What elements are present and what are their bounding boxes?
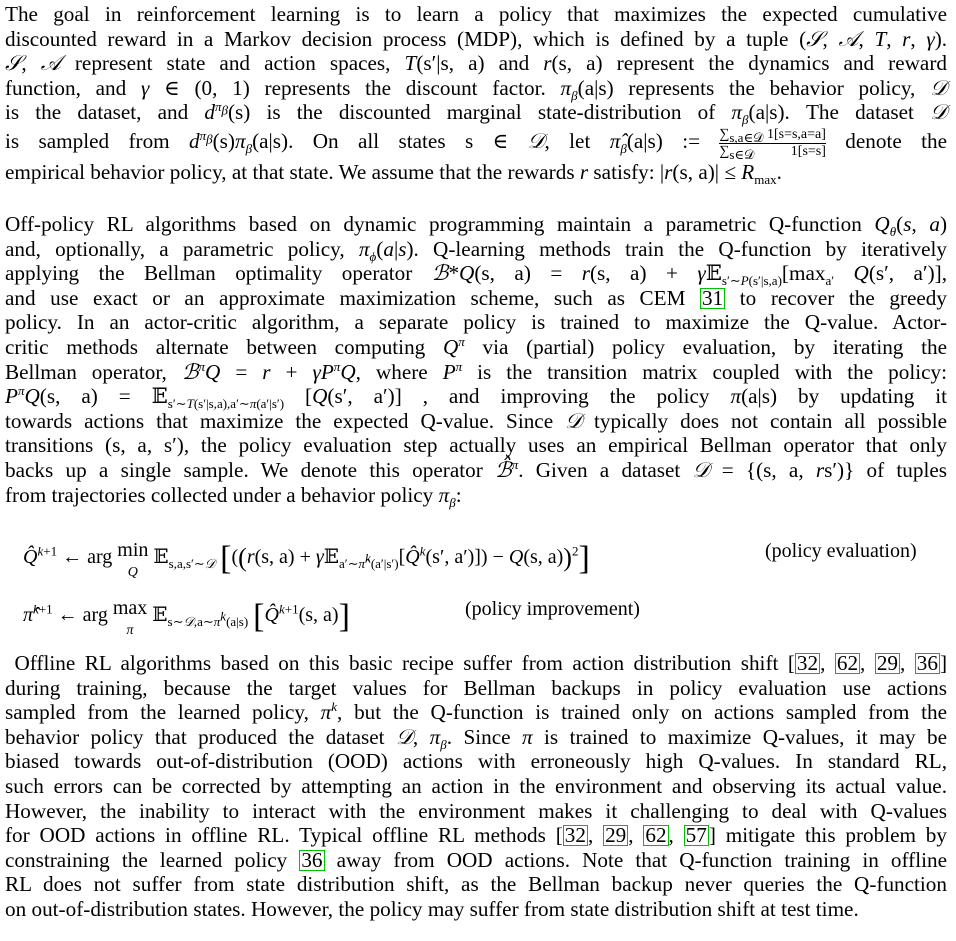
citation-link[interactable]: 57 xyxy=(685,823,707,848)
text-line: discounted reward in a Markov decision process (MDP), which is defined by a tuple (𝒮, 𝒜, T, r, γ). xyxy=(5,26,948,51)
text-line: towards actions that maximize the expected Q-value. Since 𝒟 typically does not contain all possible xyxy=(5,408,947,433)
citation-link[interactable]: 36 xyxy=(916,651,938,675)
text-line: is sampled from $d^{\pi_\beta}(s)\pi_\beta(a|s)$. On all states s ∈ 𝒟, let $\pî_\beta(a|s)$ := $\sum_{s,a\in 𝒟}$ 1[s=s,a=a] $\sum_{s\in 𝒟}$ 1[s=s] denote the xyxy=(5,126,947,162)
paragraph-off-policy-rl xyxy=(5,212,948,510)
text-line: behavior policy that produced the dataset 𝒟, $\pi_\beta$. Since π is trained to maximize Q-values, it may be xyxy=(5,724,948,753)
text-line: Bellman operator, ℬ$^\pi$Q = $r + \gamma P^\pi Q$, where $P^\pi$ is the transition matrix coupled with the policy: xyxy=(5,358,948,384)
text-line: such errors can be corrected by attempting an action in the environment and observing its actual value. xyxy=(5,773,947,798)
text-line: policy. In an actor-critic algorithm, a separate policy is trained to maximize the Q-value. Actor- xyxy=(5,310,947,335)
text-line: on out-of-distribution states. However, the policy may suffer from state distribution shift at test time. xyxy=(5,896,859,921)
text-line: empirical behavior policy, at that state. We assume that the rewards r satisfy: |r(s, $a)| \le R_{max}$. xyxy=(5,159,782,187)
equation-policy-improvement xyxy=(23,597,640,641)
text-line: $P^\pi Q(s$, a) = 𝔼$_{s'\sim T(s'|s,a),a'\sim\pi(a'|s')}$ [Q(s′, a′)] , and improving the policy π(a|s) by updating it xyxy=(5,383,948,412)
text-line: is the dataset, and $d^{\pi_\beta}(s)$ is the discounted marginal state-distribution of $\pi_\beta(a|s)$. The dataset 𝒟 xyxy=(5,99,947,128)
text-line: sampled from the learned policy, $\pi^k$, but the Q-function is trained only on actions sampled from the xyxy=(5,699,947,725)
text-line: constraining the learned policy 36 away from OOD actions. Note that Q-function training in offline xyxy=(5,847,947,872)
equation-tag: (policy evaluation) xyxy=(765,540,917,562)
text-line: The goal in reinforcement learning is to learn a policy that maximizes the expected cumulative xyxy=(5,2,947,26)
citation-link[interactable]: 62 xyxy=(836,651,859,675)
equation-policy-evaluation xyxy=(23,539,917,583)
text-line: biased towards out-of-distribution (OOD) actions with erroneously high Q-values. In standard RL, xyxy=(5,749,947,774)
text-line: from trajectories collected under a behavior policy $\pi_\beta$: xyxy=(5,482,462,510)
equation-tag: (policy improvement) xyxy=(465,598,640,620)
citation-link[interactable]: 36 xyxy=(301,847,323,872)
text-line: and use exact or an approximate maximization scheme, such as CEM 31 to recover the greedy xyxy=(5,285,947,310)
text-line: applying the Bellman optimality operator ℬ*Q(s, a) = r(s, $a) + \gamma 𝔼_{s'\sim P(s'|s,a)}[\max_{a'}$ Q(s′, a′)], xyxy=(5,261,947,289)
text-line: transitions (s, a, s′), the policy evaluation step actually uses an empirical Bellman operator that only xyxy=(5,433,947,458)
citation-link[interactable]: 29 xyxy=(605,823,627,848)
text-line: during training, because the target values for Bellman backups in policy evaluation use actions xyxy=(5,675,947,700)
text-line: for OOD actions in offline RL. Typical offline RL methods [32, 29, 62, 57] mitigate this problem by xyxy=(5,823,947,848)
citation-link[interactable]: 62 xyxy=(645,823,667,848)
equation-body: π̂$^{k+1}$ ← arg max π 𝔼$_{s\sim 𝒟,a\sim\pi^k(a|s)}$ [Q̂$^{k+1}$(s, a)] xyxy=(23,597,350,638)
paragraph-offline-rl xyxy=(5,651,947,922)
paragraph-mdp-definition xyxy=(5,2,948,187)
citation-link[interactable]: 31 xyxy=(702,285,724,310)
text-line: function, and γ ∈ (0, 1) represents the discount factor. $\pi_\beta(a|s)$ represents the behavior policy, 𝒟 xyxy=(5,75,948,104)
text-line: critic methods alternate between computing $Q^\pi$ via (partial) policy evaluation, by iterating the xyxy=(5,333,947,359)
equation-body: Q̂$^{k+1}$ ← arg min Q 𝔼$_{s,a,s'\sim 𝒟}$ [((r(s, a) + γ𝔼$_{a'\sim\pî^k(a'|s')}$[Q̂$^k$(s′, a′)]) − Q(s, a))$^2$] xyxy=(23,539,590,580)
text-line: and, optionally, a parametric policy, $\pi_\phi(a|s)$. Q-learning methods train the Q-function by iteratively xyxy=(5,236,947,264)
text-line: Offline RL algorithms based on this basic recipe suffer from action distribution shift [32, 62, 29, 36] xyxy=(5,651,948,675)
citation-link[interactable]: 32 xyxy=(796,651,819,675)
text-line: Off-policy RL algorithms based on dynamic programming maintain a parametric Q-function $Q_\theta(s$, a) xyxy=(5,212,947,240)
text-line: RL does not suffer from state distribution shift, as the Bellman backup never queries the Q-function xyxy=(5,872,947,897)
citation-link[interactable]: 29 xyxy=(876,651,898,675)
text-line: However, the inability to interact with the environment makes it challenging to deal with Q-values xyxy=(5,798,947,823)
text-line: backs up a single sample. We denote this operator ℬ̂$^\pi$. Given a dataset 𝒟 = {(s, a, rs′)} of tuples xyxy=(5,456,948,482)
text-line: 𝒮, 𝒜 represent state and action spaces, T(s′|s, a) and r(s, a) represent the dynamics and reward xyxy=(5,51,947,76)
citation-link[interactable]: 32 xyxy=(564,823,586,848)
